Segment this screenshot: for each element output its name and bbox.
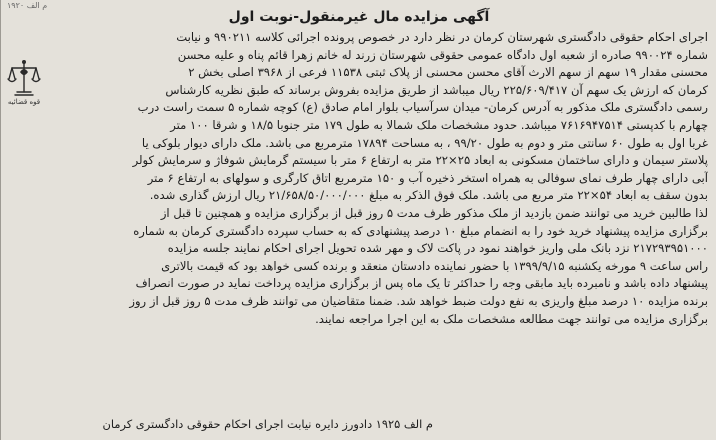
body-line: رسمی دادگستری ملک مذکور به آدرس کرمان- میدان سرآسیاب بلوار امام صادق (ع) کوچه شماره ۵ سمت راست درب — [137, 100, 708, 115]
judiciary-emblem — [7, 58, 41, 108]
emblem-label: قوه قضائیه — [7, 98, 41, 106]
body-line: بدون سقف به ابعاد ۵۴×۲۲ متر مربع می باشد. ملک فوق الذکر به مبلغ ۲۱/۶۵۸/۵۰/۰۰۰/۰۰۰ ریال ارزش گذاری شده. — [149, 188, 708, 203]
notice-number: م الف ۱۹۲۰ — [7, 1, 48, 10]
body-line: غربا اول به طول ۶۰ سانتی متر و دوم به طول ۹۹/۲۰ ، به مساحت ۱۷۸۹۴ مترمربع می باشد. ملک دارای دیوار بلوکی یا — [141, 135, 708, 150]
body-line: برگزاری مزایده پیشنهاد خرید خود را به انضمام مبلغ ۱۰ درصد پیشنهادی که به حساب سپرده دادگستری کرمان به شماره — [133, 223, 708, 238]
notice-title: آگهی مزایده مال غیرمنقول-نوبت اول — [228, 9, 490, 25]
body-line: برگزاری مزایده می توانند جهت مطالعه مشخصات ملک به این اجرا مراجعه نمایند. — [315, 311, 708, 326]
body-line: راس ساعت ۹ مورخه یکشنبه ۱۳۹۹/۹/۱۵ با حضور نماینده دادستان منعقد و برنده کسی خواهد بود که قیمت بالاتری — [161, 258, 708, 273]
body-line: پلاستر سیمان و دارای ساختمان مسکونی به ابعاد ۲۵×۲۲ متر به ارتفاع ۶ متر با سیستم گرمایش شوفاژ و سرمایش کولر — [132, 153, 708, 168]
notice-body — [45, 29, 708, 328]
scales-of-justice-icon — [7, 58, 41, 98]
body-line: برنده مزایده ۱۰ درصد مبلغ واریزی به نفع دولت ضبط خواهد شد. ضمنا متقاضیان می توانند ظرف مدت ۵ روز قبل از روز — [129, 293, 708, 308]
body-line: آبی دارای چهار طرف نمای سوفالی به همراه استخر ذخیره آب و ۱۵۰ مترمربع اتاق کارگری و سولهای به ارتفاع ۶ متر — [147, 170, 708, 185]
body-line: محسنی مقدار ۱۹ سهم از سهم الارث آقای محسن محسنی از پلاک ثبتی ۱۱۵۳۸ فرعی از ۳۹۶۸ اصلی بخش ۲ — [188, 65, 708, 80]
body-line: پیشنهاد داده باشد و نامبرده باید مابقی وجه را حداکثر تا یک ماه پس از برگزاری مزایده پرداخت نماید در صورت انصراف — [135, 276, 708, 291]
body-line: کرمان که ارزش یک سهم آن ۲۲۵/۶۰۹/۴۱۷ ریال میباشد از طریق مزایده بفروش برساند که طبق نظریه کارشناس — [165, 82, 708, 97]
body-line: ۲۱۷۲۹۳۹۵۱۰۰۰ نزد بانک ملی واریز خواهند نمود در پاکت لاک و مهر شده تحویل اجرای احکام نمایند جلسه مزایده — [167, 241, 708, 256]
body-line: اجرای احکام حقوقی دادگستری شهرستان کرمان در نظر دارد در خصوص پرونده اجرائی کلاسه ۹۹۰۲۱۱ و نیابت — [176, 30, 708, 44]
notice-footer: م الف ۱۹۲۵ دادورز دایره نیابت اجرای احکام حقوقی دادگستری کرمان — [102, 417, 433, 431]
body-line: شماره ۹۹۰۰۲۴ صادره از شعبه اول دادگاه عمومی حقوقی شهرستان زرند له خانم زهرا قائم پناه و علیه محسن — [177, 47, 708, 62]
body-line: چهارم با کدپستی ۷۶۱۶۹۴۷۵۱۴ میباشد. حدود مشخصات ملک شمالا به طول ۱۷۹ متر جنوبا ۱۸/۵ و شرقا ۱۰۰ متر — [170, 117, 708, 132]
body-line: لذا طالبین خرید می توانند ضمن بازدید از ملک مذکور ظرف مدت ۵ روز قبل از برگزاری مزایده و همچنین تا قبل از — [160, 205, 708, 220]
